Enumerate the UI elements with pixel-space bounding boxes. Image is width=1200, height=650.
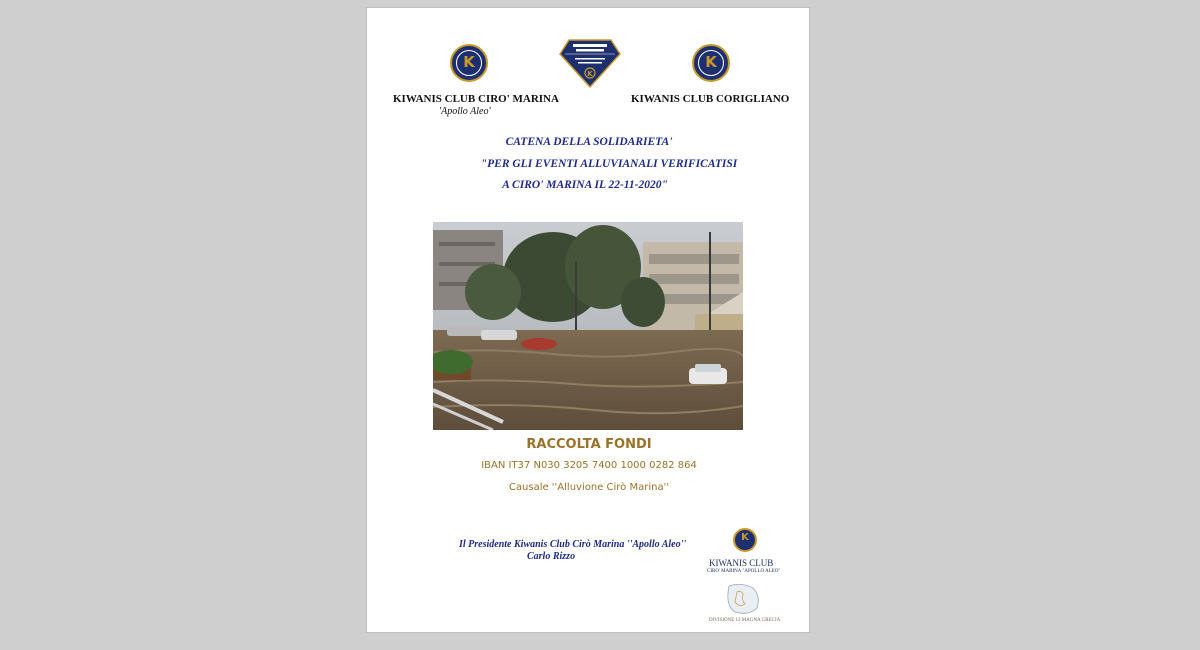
signature-line-1: Il Presidente Kiwanis Club Cirò Marina ''Apollo Aleo'' <box>459 539 687 550</box>
kiwanis-superpower-diamond-icon <box>559 38 621 88</box>
magna-grecia-division-icon <box>723 582 763 616</box>
svg-text:K: K <box>587 70 593 78</box>
footer-division-name: DIVISIONE 12 MAGNA GRECIA <box>709 618 781 623</box>
footer-club-subtitle: CIRO' MARINA "APOLLO ALEO" <box>707 569 781 574</box>
kiwanis-seal-icon <box>692 44 730 82</box>
kiwanis-seal-icon <box>450 44 488 82</box>
fundraising-heading: RACCOLTA FONDI <box>526 437 652 452</box>
left-club-name: KIWANIS CLUB CIRO' MARINA <box>393 93 559 105</box>
title-line-1: CATENA DELLA SOLIDARIETA' <box>505 136 673 148</box>
seal-k-letter: K <box>705 53 717 71</box>
signature-line-2: Carlo Rizzo <box>527 551 576 562</box>
seal-k-letter: K <box>463 53 475 71</box>
flooded-street-photo <box>433 222 743 430</box>
causale-text: Causale ''Alluvione Cirò Marina'' <box>508 482 670 493</box>
kiwanis-seal-icon <box>733 528 757 552</box>
document-page <box>366 7 810 633</box>
seal-k-letter: K <box>741 532 749 543</box>
iban-text: IBAN IT37 N030 3205 7400 1000 0282 864 <box>481 460 697 471</box>
title-line-3: A CIRO' MARINA IL 22-11-2020" <box>502 179 668 191</box>
title-line-2: "PER GLI EVENTI ALLUVIANALI VERIFICATISI <box>480 158 738 170</box>
left-club-subtitle: 'Apollo Aleo' <box>439 106 491 117</box>
right-club-name: KIWANIS CLUB CORIGLIANO <box>631 93 790 105</box>
footer-club-name: KIWANIS CLUB <box>709 558 774 568</box>
